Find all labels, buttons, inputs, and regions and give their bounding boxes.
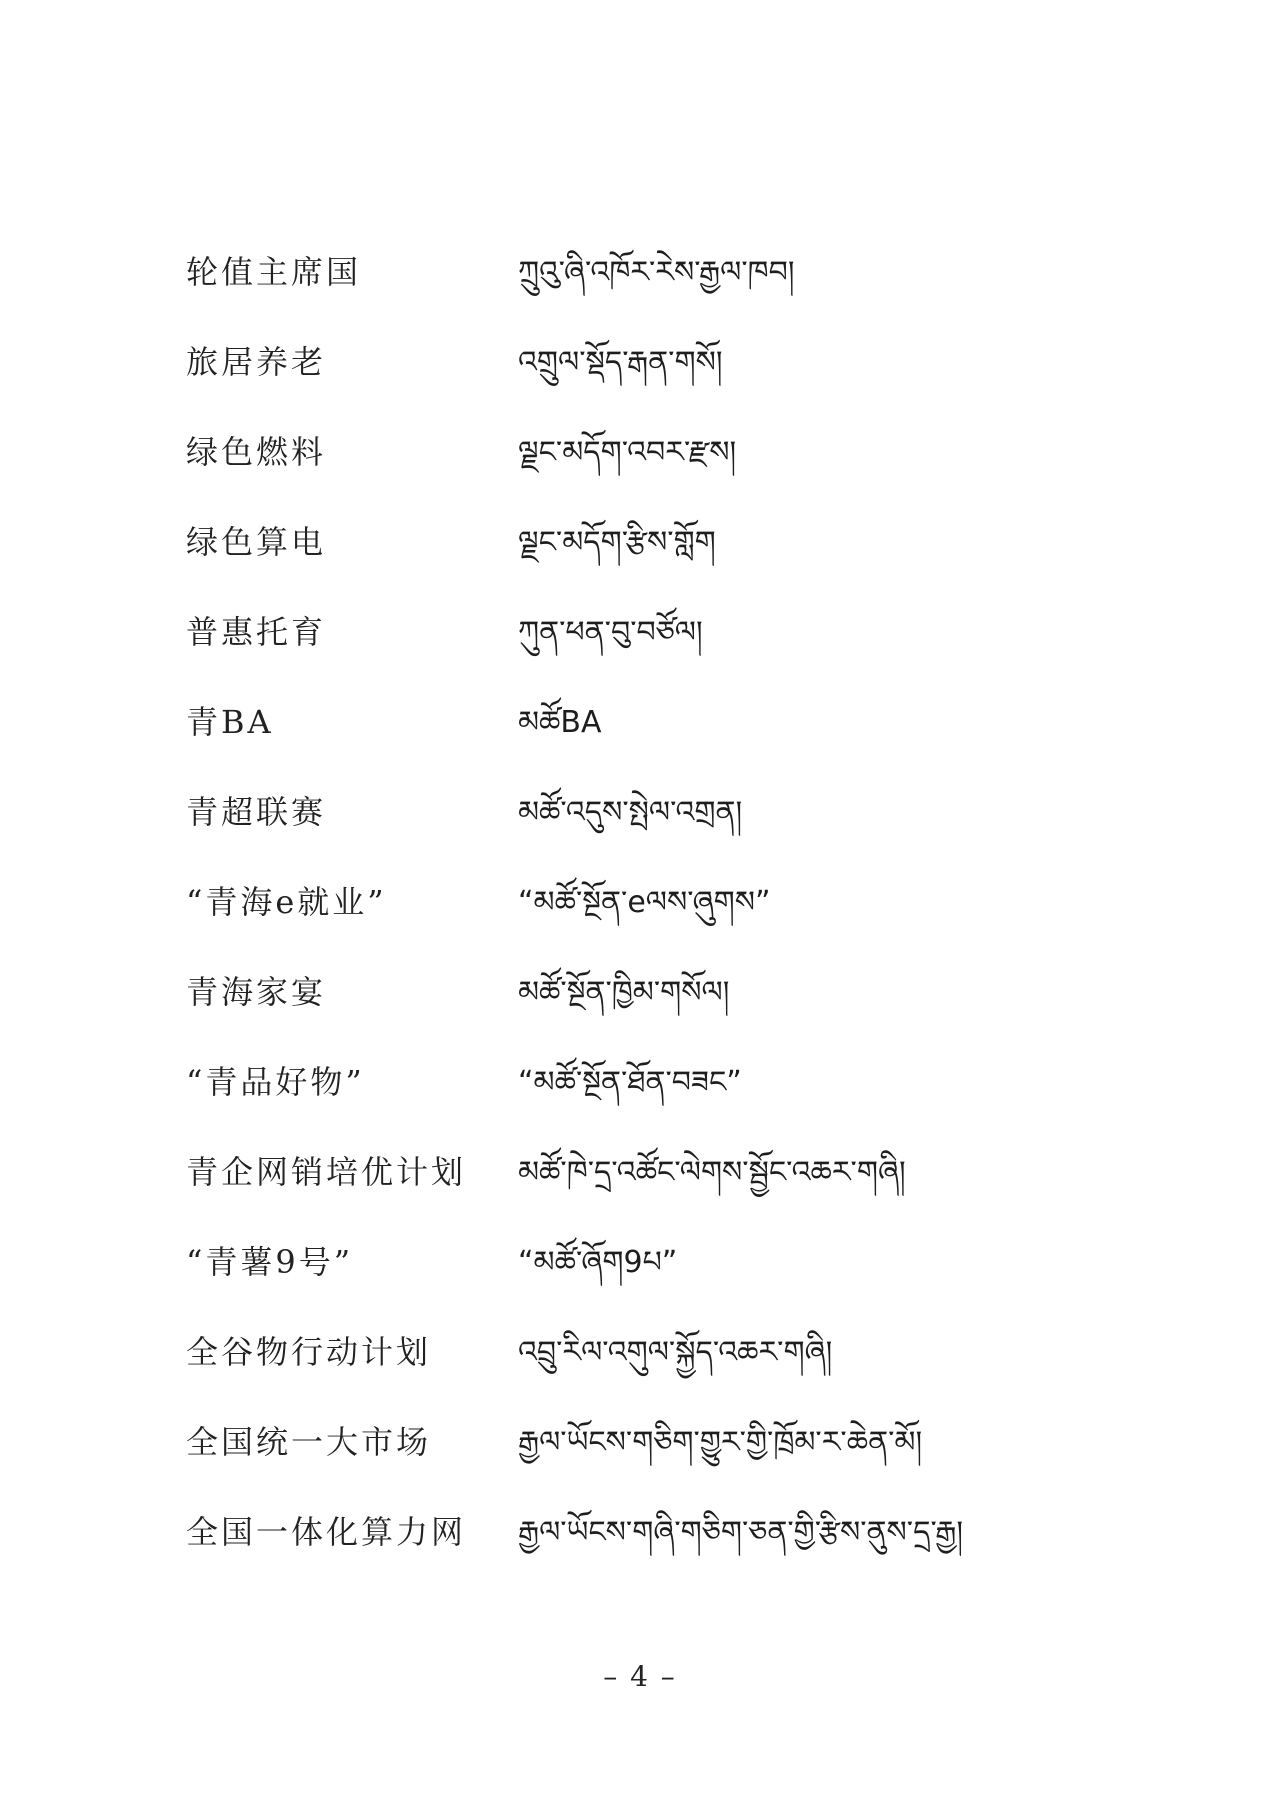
term-tibetan: མཚོ་སྔོན་ཁྱིམ་གསོལ། (518, 975, 730, 1010)
term-chinese: “青品好物” (186, 1063, 365, 1101)
term-tibetan: རྒྱལ་ཡོངས་གཞི་གཅིག་ཅན་གྱི་རྩིས་ནུས་དྲ་རྒྱ། (518, 1515, 964, 1550)
term-tibetan: ཀྲུའུ་ཞི་འཁོར་རེས་རྒྱལ་ཁབ། (518, 255, 795, 290)
glossary-row (0, 872, 1280, 932)
glossary-row (0, 692, 1280, 752)
term-tibetan: འབྲུ་རིལ་འགུལ་སྐྱོད་འཆར་གཞི། (518, 1335, 833, 1370)
term-tibetan: “མཚོ་སྔོན་ཐོན་བཟང” (518, 1065, 742, 1100)
glossary-row (0, 782, 1280, 842)
term-chinese: 全谷物行动计划 (186, 1333, 432, 1371)
glossary-row (0, 1322, 1280, 1382)
term-tibetan: རྒྱལ་ཡོངས་གཅིག་གྱུར་གྱི་ཁྲོམ་ར་ཆེན་མོ། (518, 1425, 923, 1460)
glossary-row (0, 242, 1280, 302)
term-tibetan: ཀུན་ཕན་བུ་བཙོལ། (518, 615, 703, 650)
term-chinese: 青海家宴 (186, 973, 327, 1011)
glossary-row (0, 1502, 1280, 1562)
term-chinese: 绿色燃料 (186, 433, 327, 471)
term-chinese: “青海e就业” (186, 883, 387, 921)
glossary-row (0, 602, 1280, 662)
term-chinese: 普惠托育 (186, 613, 327, 651)
term-chinese: 青超联赛 (186, 793, 327, 831)
term-chinese: 轮值主席国 (186, 253, 362, 291)
term-chinese: “青薯9号” (186, 1243, 354, 1281)
term-tibetan: མཚོ་འདུས་སྤེལ་འགྲན། (518, 795, 743, 830)
term-tibetan: མཚོBA (518, 705, 602, 740)
term-tibetan: “མཚོ་ཞོག9པ” (518, 1245, 678, 1280)
term-tibetan: ལྗང་མདོག་རྩིས་གློག (518, 525, 716, 560)
glossary-row (0, 1232, 1280, 1292)
glossary-row (0, 962, 1280, 1022)
term-tibetan: “མཚོ་སྔོན་eལས་ཞུགས” (518, 885, 771, 920)
term-chinese: 全国一体化算力网 (186, 1513, 467, 1551)
term-tibetan: འགྲུལ་སྡོད་རྒན་གསོ། (518, 345, 723, 380)
term-chinese: 全国统一大市场 (186, 1423, 432, 1461)
glossary-row (0, 1142, 1280, 1202)
term-tibetan: མཚོ་ཁེ་དྲ་འཚོང་ལེགས་སྦྱོང་འཆར་གཞི། (518, 1155, 906, 1190)
term-chinese: 绿色算电 (186, 523, 327, 561)
term-tibetan: ལྗང་མདོག་འབར་རྫས། (518, 435, 737, 470)
glossary-row (0, 512, 1280, 572)
glossary-row (0, 422, 1280, 482)
term-chinese: 青企网销培优计划 (186, 1153, 467, 1191)
glossary-row (0, 332, 1280, 392)
glossary-row (0, 1052, 1280, 1112)
term-chinese: 旅居养老 (186, 343, 327, 381)
term-chinese: 青BA (186, 703, 274, 741)
glossary-row (0, 1412, 1280, 1472)
page-number: – 4 – (603, 1660, 677, 1693)
